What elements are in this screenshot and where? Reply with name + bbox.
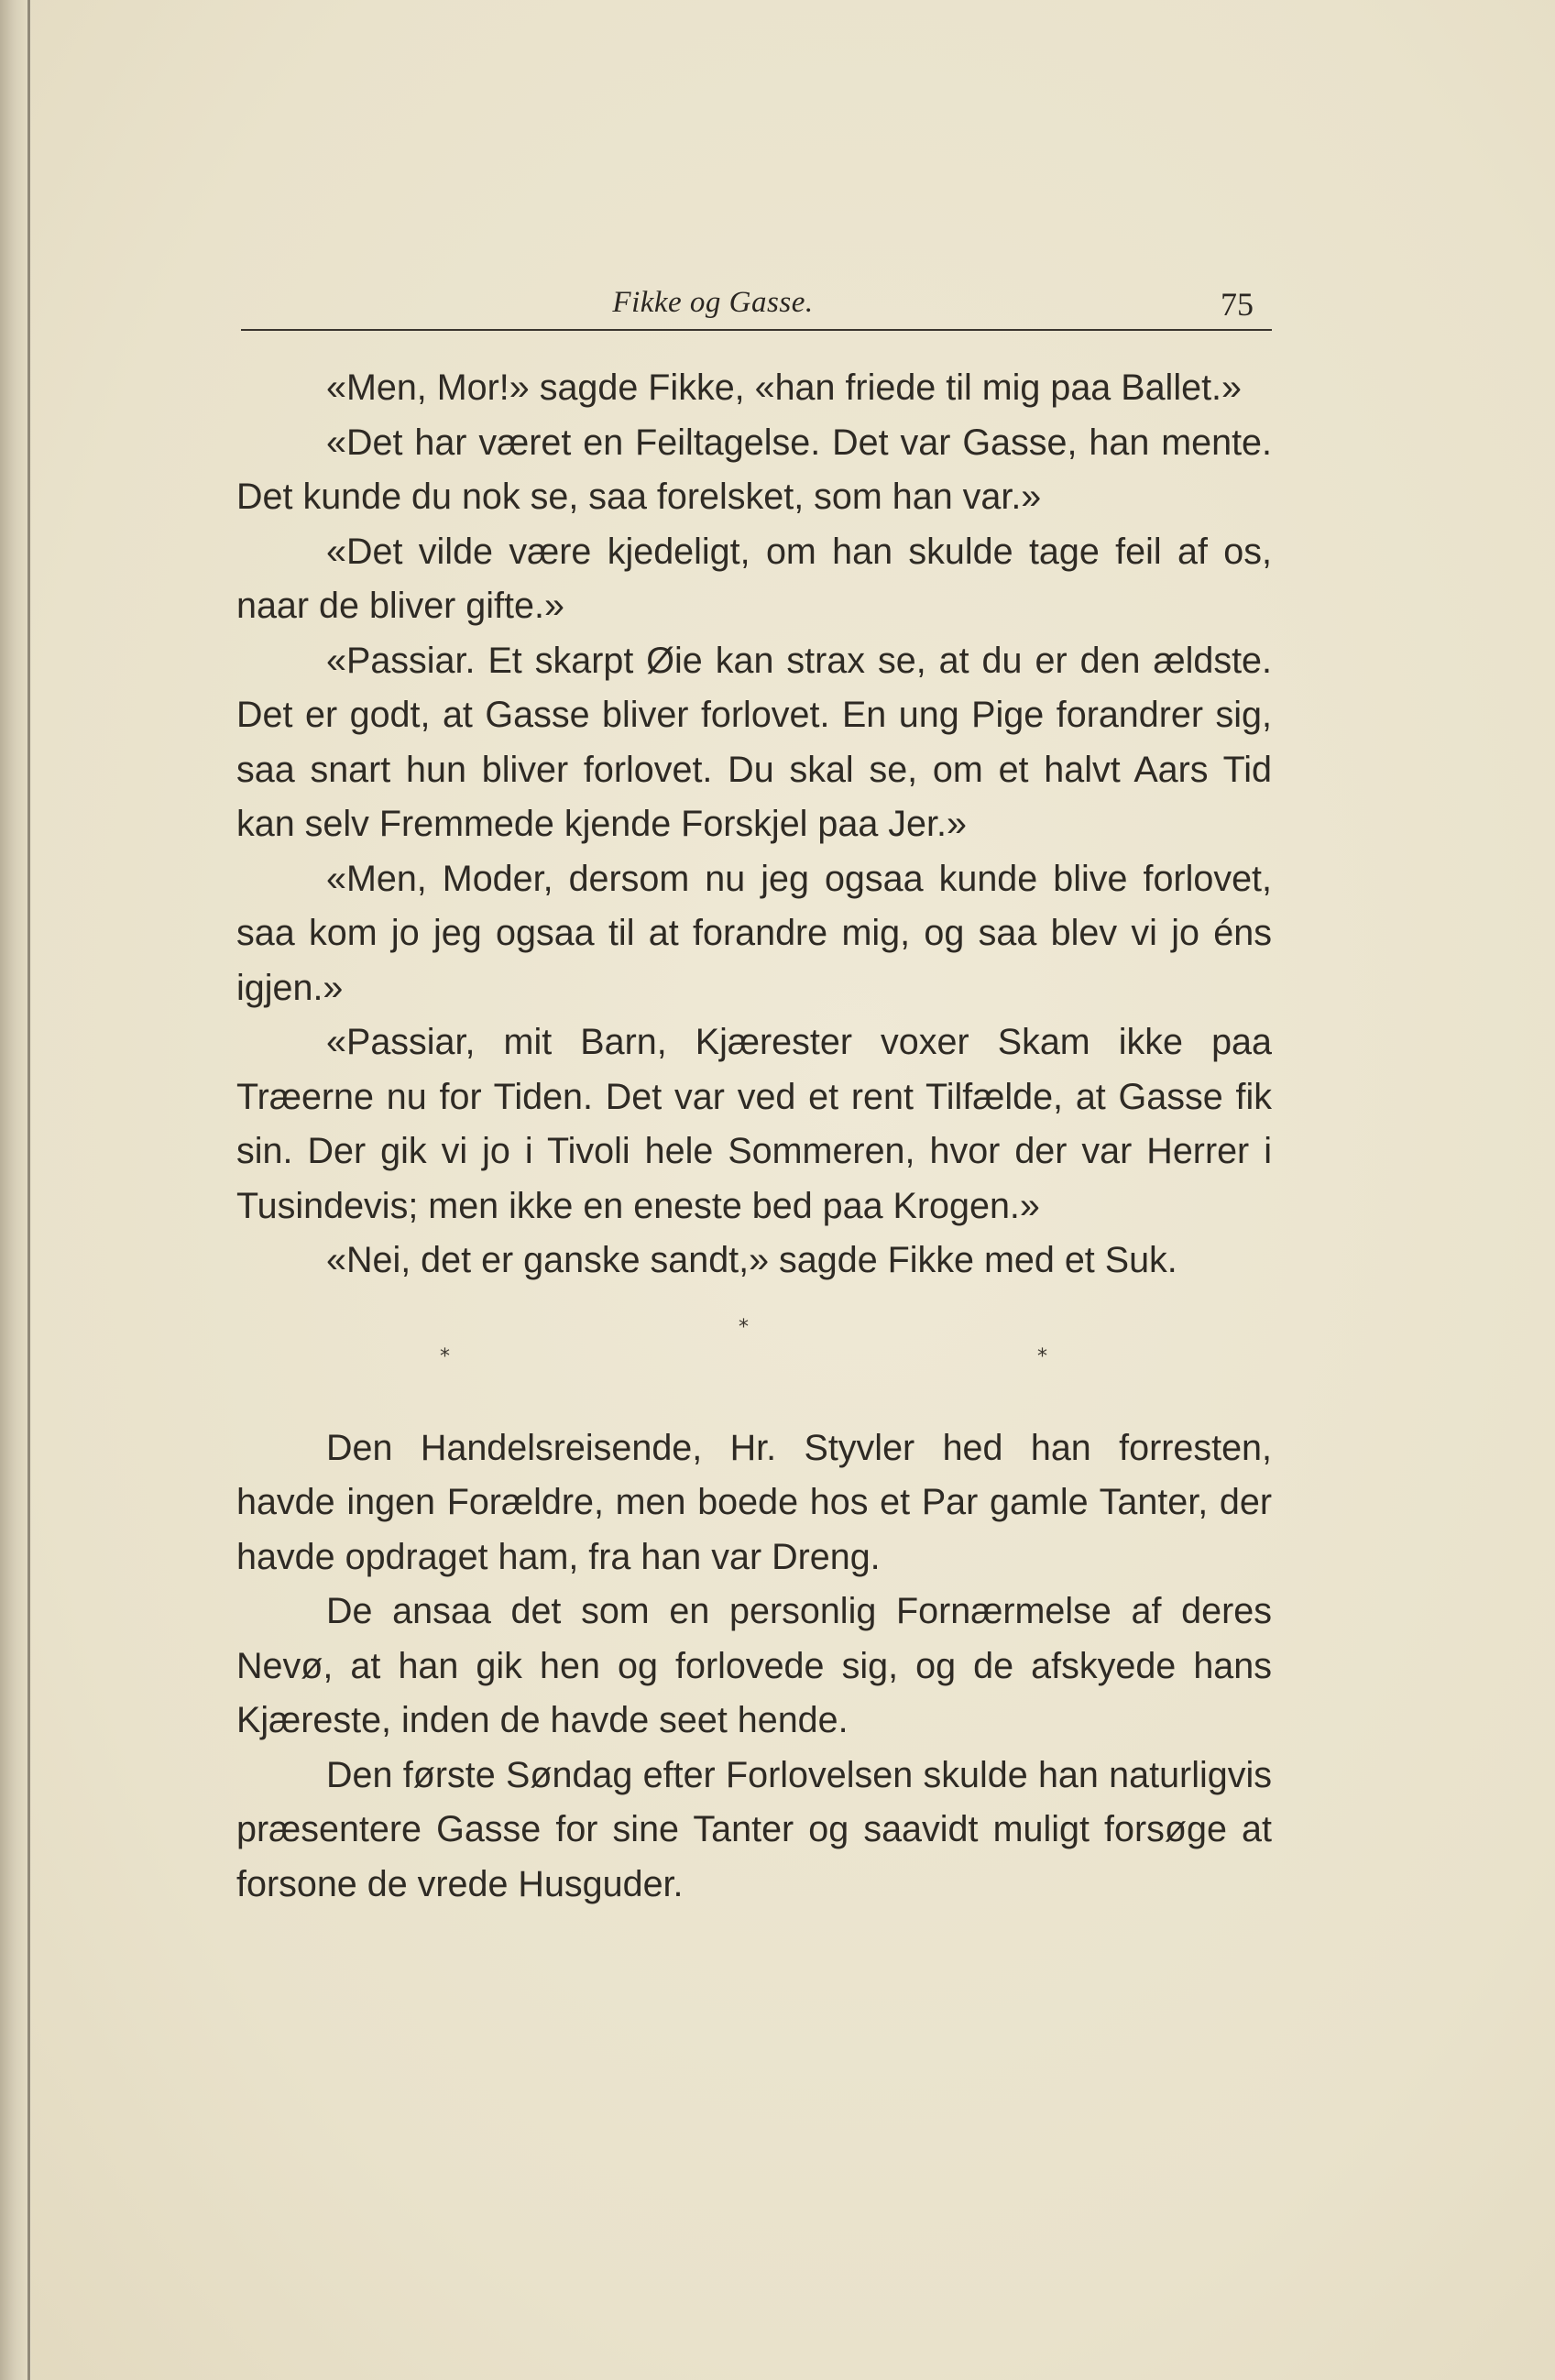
running-title: Fikke og Gasse. [612, 286, 814, 319]
body-text [236, 361, 1272, 1912]
paragraph: «Det vilde være kjedeligt, om han skulde tage feil af os, naar de bliver gifte.» [236, 531, 1272, 626]
paragraph: «Passiar, mit Barn, Kjærester voxer Skam ikke paa Træerne nu for Tiden. Det var ved et rent Tilfælde, at Gasse fik sin. Der gik vi jo i Tivoli hele Sommeren, hvor der var Herrer i Tusindevis; men ikke en eneste bed paa Krogen.» [236, 1022, 1272, 1226]
page-number: 75 [1221, 286, 1254, 323]
book-spine-shadow [0, 0, 31, 2380]
asterisk-left: * [440, 1344, 450, 1368]
section-break-asterism [236, 1289, 1272, 1421]
gutter-line [27, 0, 30, 2380]
paragraph: «Men, Moder, dersom nu jeg ogsaa kunde blive forlovet, saa kom jo jeg ogsaa til at forandre mig, og saa blev vi jo éns igjen.» [236, 858, 1272, 1008]
paragraph: «Nei, det er ganske sandt,» sagde Fikke med et Suk. [326, 1240, 1177, 1280]
paragraph: De ansaa det som en personlig Fornærmelse af deres Nevø, at han gik hen og forlovede sig, og de afskyede hans Kjæreste, inden de havde seet hende. [236, 1591, 1272, 1740]
paragraph: «Men, Mor!» sagde Fikke, «han friede til mig paa Ballet.» [326, 367, 1242, 408]
paragraph: «Det har været en Feiltagelse. Det var Gasse, han mente. Det kunde du nok se, saa forelsket, som han var.» [236, 422, 1272, 517]
asterisk-right: * [1037, 1344, 1047, 1368]
header-rule [241, 329, 1272, 331]
paragraph: «Passiar. Et skarpt Øie kan strax se, at du er den ældste. Det er godt, at Gasse bliver forlovet. En ung Pige forandrer sig, saa snart hun bliver forlovet. Du skal se, om et halvt Aars Tid kan selv Fremmede kjende Forskjel paa Jer.» [236, 640, 1272, 844]
paragraph: Den Handelsreisende, Hr. Styvler hed han forresten, havde ingen Forældre, men boede hos et Par gamle Tanter, der havde opdraget ham, fra han var Dreng. [236, 1427, 1272, 1577]
paragraph: Den første Søndag efter Forlovelsen skulde han naturligvis præsentere Gasse for sine Tanter og saavidt muligt forsøge at forsone de vrede Husguder. [236, 1754, 1272, 1904]
asterisk-top: * [739, 1315, 749, 1339]
page-header [241, 280, 1272, 335]
